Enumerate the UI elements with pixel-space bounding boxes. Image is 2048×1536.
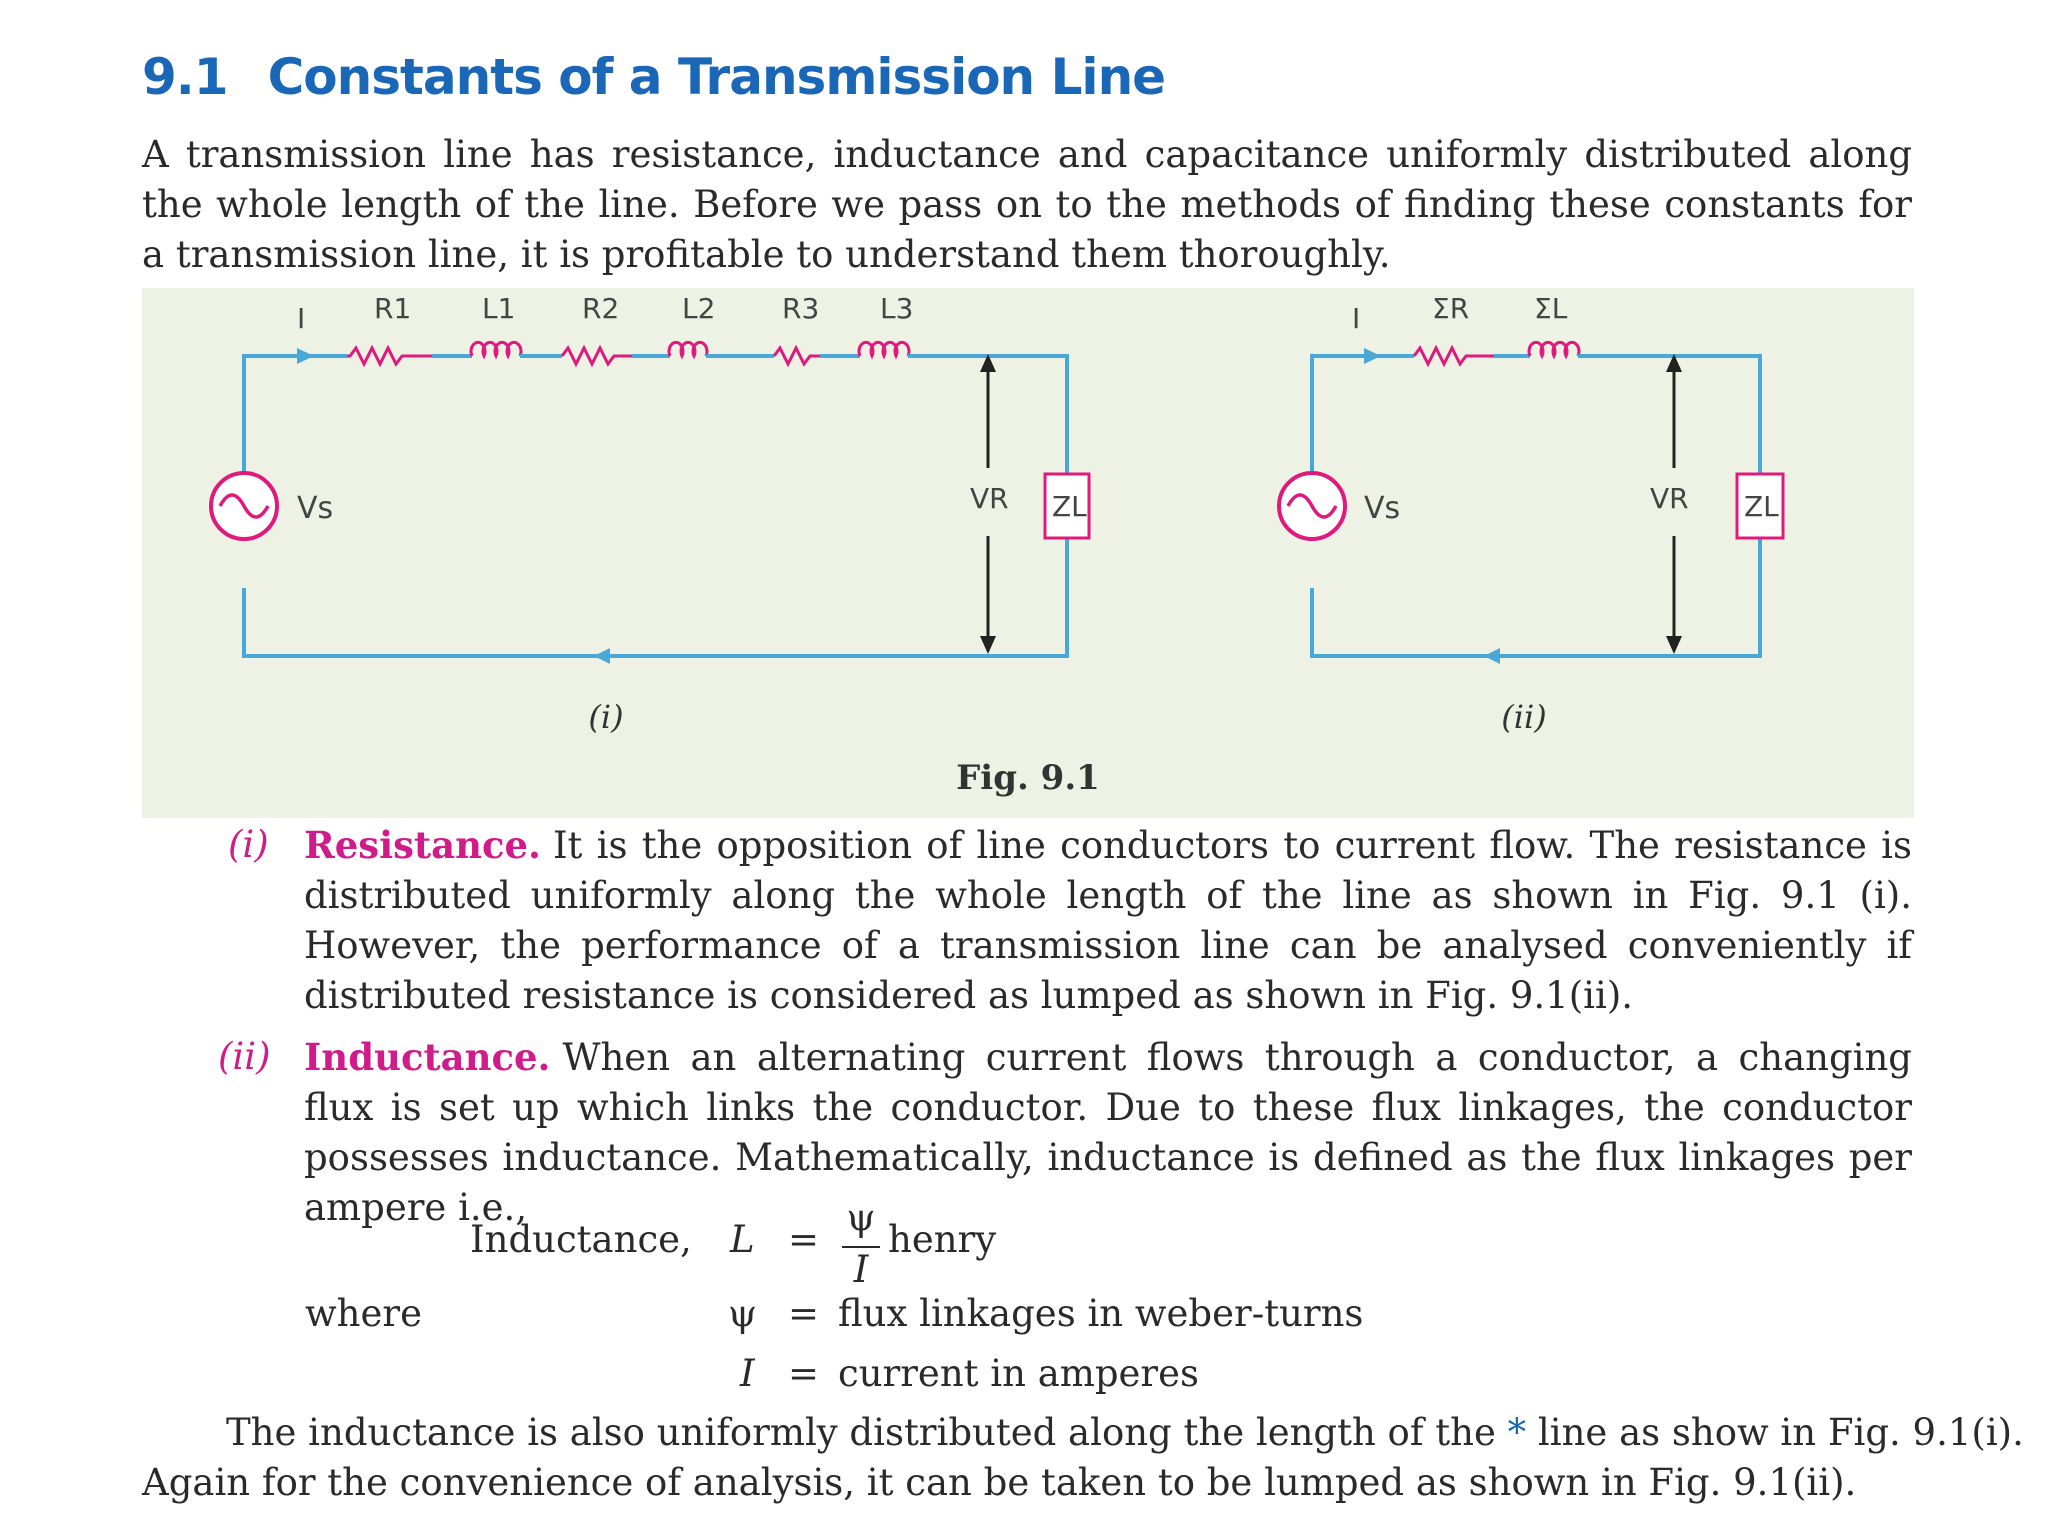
l2-label: L2 [682, 292, 716, 325]
item-resistance [228, 820, 1912, 1021]
source-label: Vs [297, 491, 334, 526]
section-heading [142, 48, 1165, 106]
sublabel-i: (i) [588, 698, 624, 736]
resistor-r2 [562, 348, 632, 364]
inductor-l1 [471, 342, 521, 356]
intro-paragraph: A transmission line has resistance, inductance and capacitance uniformly distributed along the whole length of the line. Before we pass on to the methods of finding these constants for a transmission line, it is profitable to understand them thoroughly. [142, 133, 1912, 276]
item-number: (i) [228, 823, 269, 866]
closing-text-1: The inductance is also uniformly distributed along the length of the [226, 1411, 1496, 1454]
l3-label: L3 [880, 292, 914, 325]
source-label-ii: Vs [1364, 491, 1401, 526]
circuit-ii [1279, 292, 1783, 736]
current-arrow-top [297, 348, 314, 364]
current-label: I [297, 302, 306, 335]
item-title: Resistance. [304, 823, 541, 867]
where-equals: = [788, 1352, 820, 1395]
figure-panel [142, 288, 1914, 818]
r3-label: R3 [782, 292, 820, 325]
where-symbol-psi: ψ [728, 1292, 758, 1335]
circuit-diagram [142, 288, 1914, 818]
item-text: It is the opposition of line conductors to current flow. The resistance is distributed uniformly along the whole length of the line as shown in Fig. 9.1 (i). However, the performance of a transmission line can be analysed conveniently if distributed resistance is considered as lumped as shown in Fig. 9.1(ii). [304, 824, 1912, 1017]
item-body [304, 1032, 1912, 1233]
equation-equals: = [788, 1218, 820, 1261]
current-arrow-bottom [594, 648, 610, 664]
inductor-l3 [859, 342, 909, 356]
vr-label: VR [970, 482, 1009, 515]
closing-text-2: line as show in Fig. 9.1(i). [1537, 1411, 2024, 1454]
r1-label: R1 [374, 292, 412, 325]
resistor-r1 [347, 348, 432, 364]
item-title: Inductance. [304, 1035, 551, 1079]
equation-numerator: ψ [846, 1196, 876, 1239]
item-text: When an alternating current flows through a conductor, a changing flux is set up which links the conductor. Due to these flux linkages, the conductor possesses inductance. Mathematically, inductance is defined as the flux linkages per ampere i.e., [304, 1036, 1912, 1229]
item-body [304, 820, 1912, 1021]
where-desc-i: current in amperes [838, 1352, 1200, 1395]
section-number: 9.1 [142, 48, 228, 106]
sum-l-label: ΣL [1534, 292, 1568, 325]
circuit-i [211, 292, 1089, 736]
equation-unit: henry [888, 1218, 997, 1261]
r2-label: R2 [582, 292, 620, 325]
resistor-r3 [774, 348, 820, 364]
resistor-sum-r [1414, 348, 1494, 364]
equation-denominator: I [853, 1248, 869, 1291]
closing-line-2: Again for the convenience of analysis, it can be taken to be lumped as shown in Fig. 9.1(ii). [142, 1461, 1857, 1504]
l1-label: L1 [482, 292, 516, 325]
where-label: where [305, 1292, 422, 1335]
sum-r-label: ΣR [1432, 292, 1470, 325]
equation-lhs: L [730, 1218, 755, 1261]
item-inductance [218, 1032, 1912, 1233]
figure-caption: Fig. 9.1 [956, 758, 1100, 798]
where-desc-psi: flux linkages in weber-turns [838, 1292, 1364, 1335]
wire-loop [244, 356, 1067, 656]
vr-label-ii: VR [1650, 482, 1689, 515]
sublabel-ii: (ii) [1501, 698, 1547, 736]
inductor-l2 [669, 342, 707, 356]
equation-label: Inductance, [470, 1218, 692, 1261]
current-arrow-top-ii [1364, 348, 1381, 364]
zl-label-ii: ZL [1744, 490, 1779, 523]
current-arrow-bottom-ii [1484, 648, 1500, 664]
current-label-ii: I [1352, 302, 1361, 335]
section-title: Constants of a Transmission Line [267, 48, 1166, 106]
closing-line-1 [226, 1408, 2024, 1458]
item-number: (ii) [218, 1035, 271, 1078]
zl-label: ZL [1052, 490, 1087, 523]
where-equals: = [788, 1292, 820, 1335]
inductor-sum-l [1529, 342, 1579, 356]
footnote-marker[interactable]: * [1507, 1411, 1527, 1454]
where-symbol-i: I [740, 1352, 755, 1395]
